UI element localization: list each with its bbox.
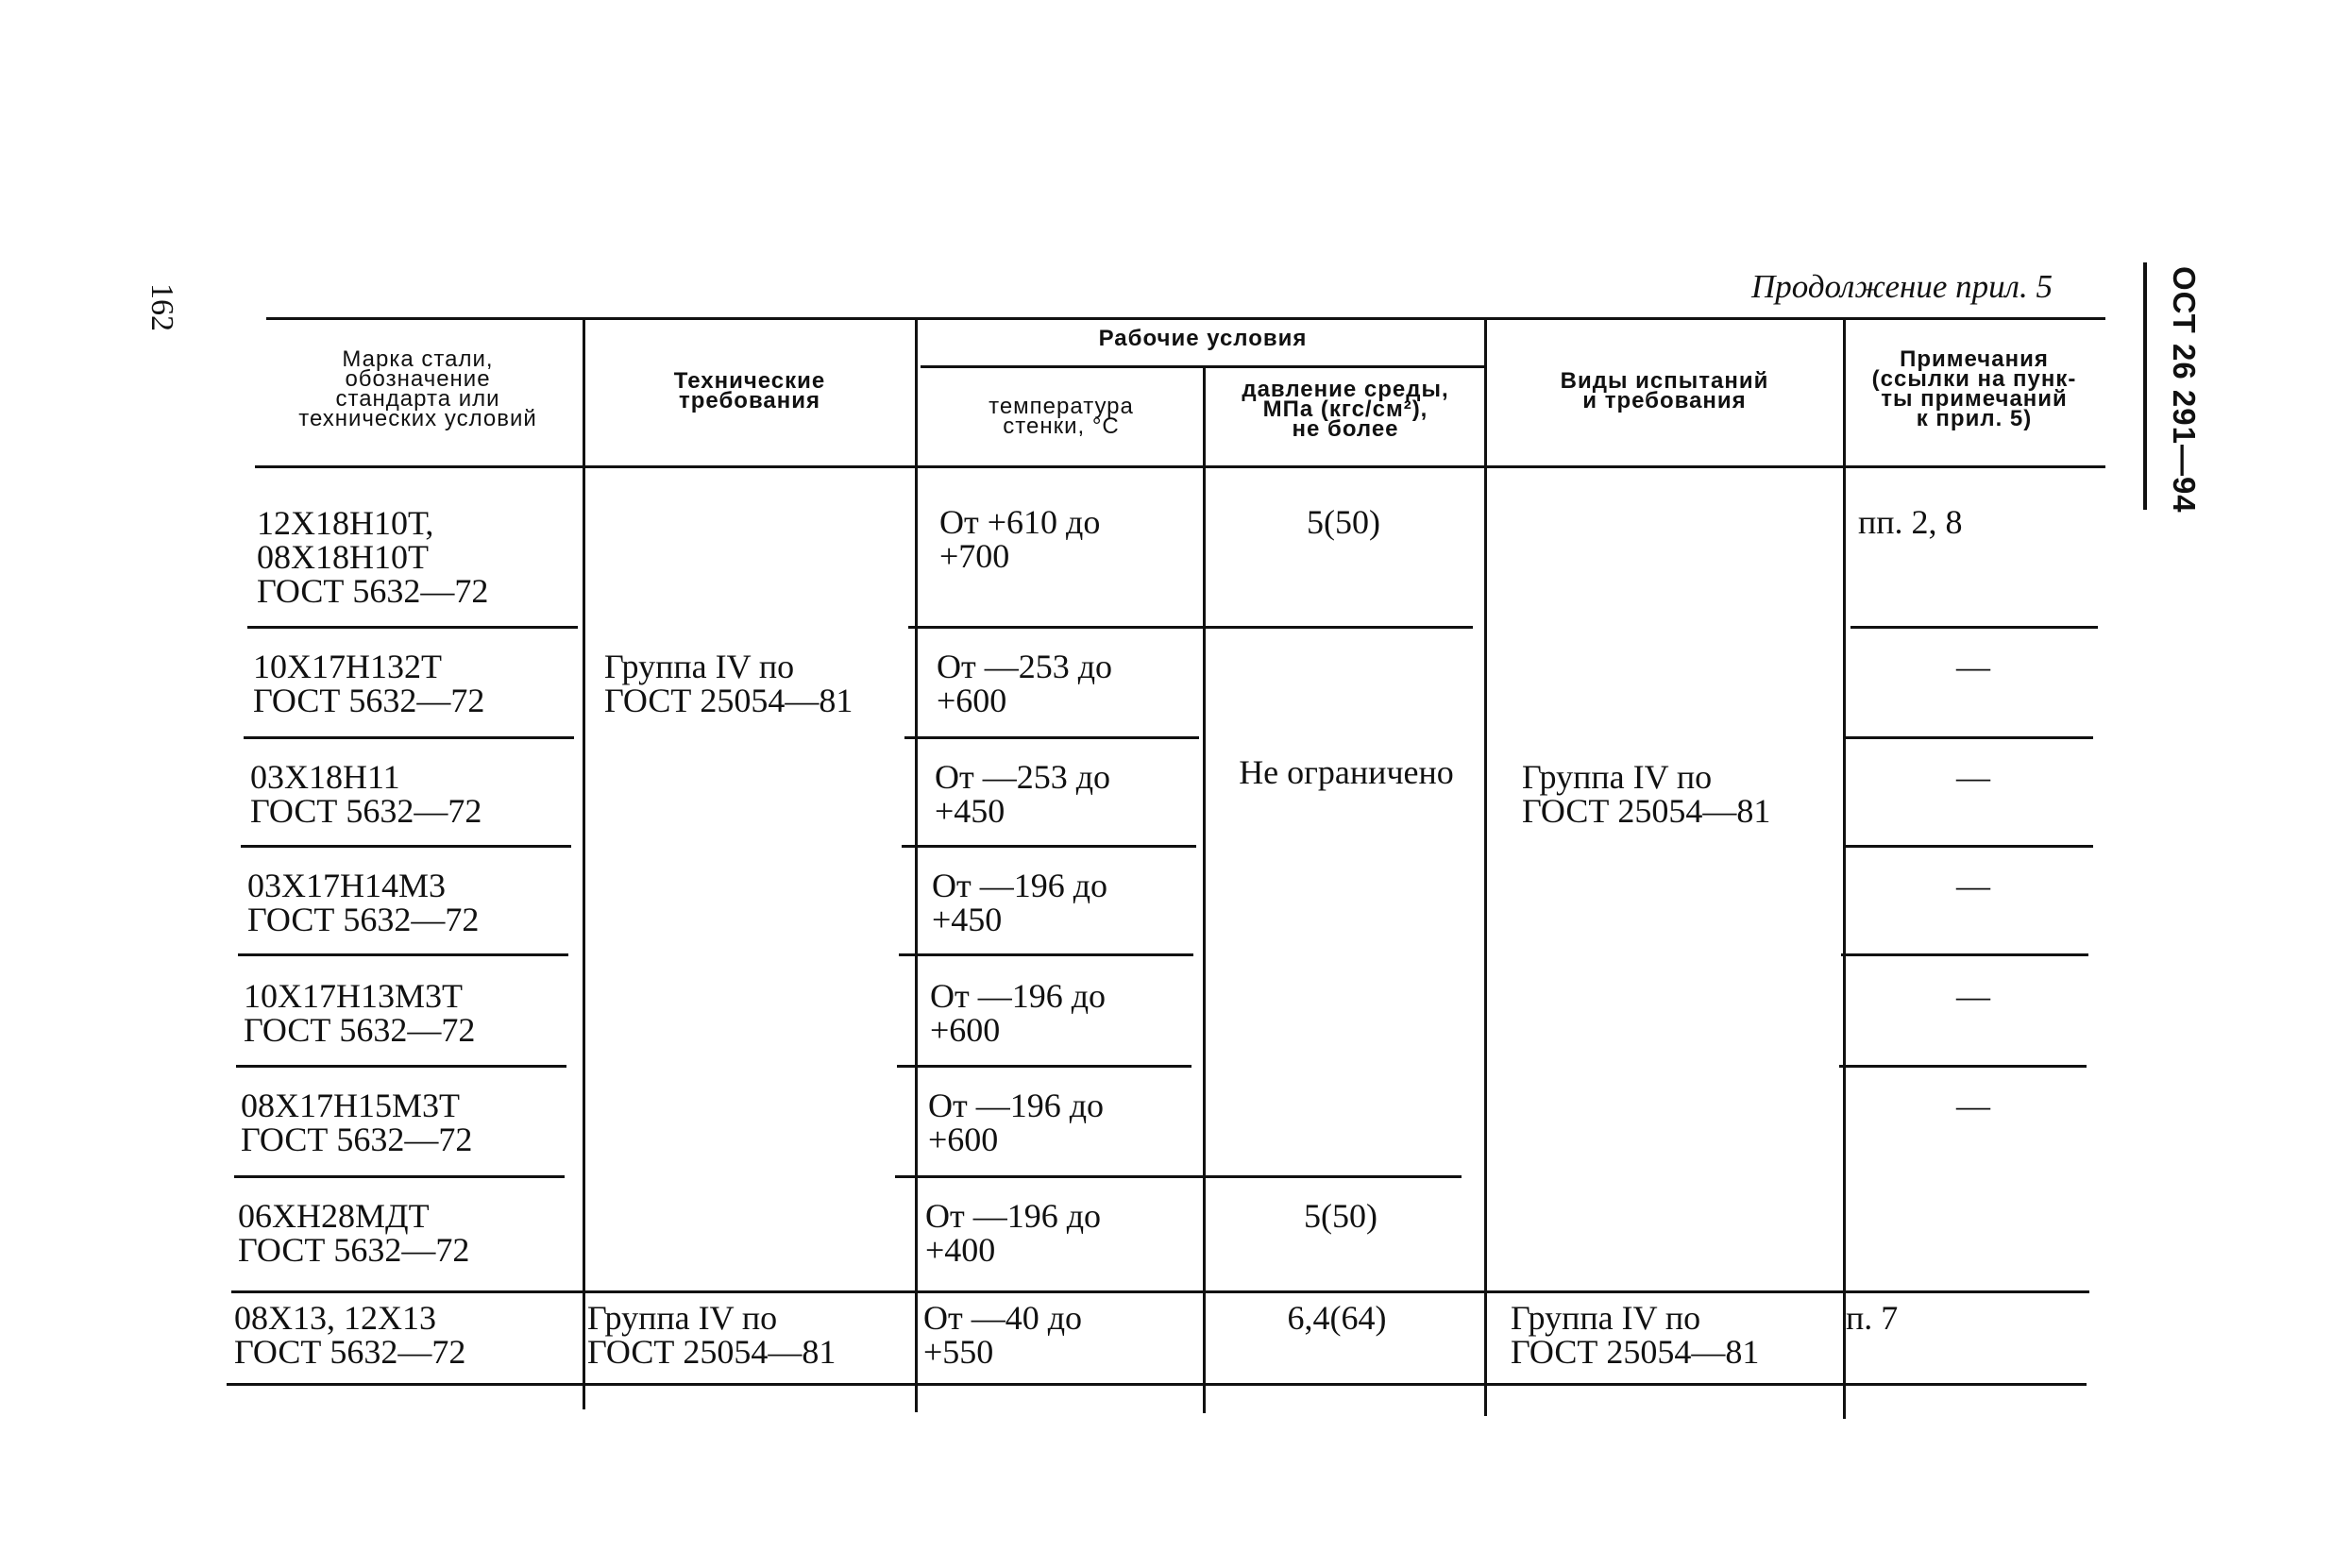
column-rule — [583, 319, 585, 1409]
cell-notes: — — [1956, 758, 1990, 796]
cell-pressure: 6,4(64) — [1287, 1299, 1387, 1337]
cell-technical-requirements: Группа IV по ГОСТ 25054—81 — [587, 1299, 837, 1371]
merged-tests-requirements: Группа IV по ГОСТ 25054—81 — [1522, 758, 1771, 830]
row-rule — [234, 1175, 565, 1178]
cell-notes: — — [1956, 867, 1990, 904]
cell-steel-grade: 03Х17Н14М3 ГОСТ 5632—72 — [247, 867, 480, 938]
cell-temperature: От —40 до +550 — [923, 1299, 1083, 1371]
row-rule — [247, 626, 578, 629]
row-rule — [899, 953, 1193, 956]
cell-steel-grade: 12Х18Н10Т, 08Х18Н10Т ГОСТ 5632—72 — [257, 504, 489, 610]
cell-steel-grade: 08Х13, 12Х13 ГОСТ 5632—72 — [234, 1299, 466, 1371]
header-working-conditions: Рабочие условия — [1098, 326, 1308, 351]
cell-steel-grade: 08Х17Н15М3Т ГОСТ 5632—72 — [241, 1087, 473, 1158]
merged-pressure-unlimited: Не ограничено — [1239, 753, 1454, 791]
row-rule — [1846, 845, 2093, 848]
table-top-rule — [266, 317, 2105, 320]
column-rule — [915, 319, 918, 1412]
row-rule — [904, 736, 1199, 739]
cell-temperature: От —196 до +600 — [928, 1087, 1105, 1158]
row-rule — [241, 845, 571, 848]
row-rule — [902, 845, 1196, 848]
merged-technical-requirements: Группа IV по ГОСТ 25054—81 — [604, 648, 853, 719]
cell-notes: пп. 2, 8 — [1858, 503, 1963, 541]
table-bottom-rule — [227, 1383, 2087, 1386]
column-rule — [1484, 319, 1487, 1416]
cell-temperature: От —253 до +450 — [935, 758, 1111, 830]
header-medium-pressure: давление среды, МПа (кгс/см²), не более — [1242, 377, 1449, 442]
cell-temperature: От —196 до +400 — [925, 1197, 1102, 1269]
cell-steel-grade: 10Х17Н132Т ГОСТ 5632—72 — [253, 648, 485, 719]
row-rule — [1839, 1065, 2087, 1068]
header-bottom-rule — [255, 465, 2105, 468]
cell-temperature: От —196 до +450 — [932, 867, 1108, 938]
row-rule — [895, 1175, 1462, 1178]
cell-notes: — — [1956, 1087, 1990, 1124]
cell-steel-grade: 10Х17Н13М3Т ГОСТ 5632—72 — [244, 977, 476, 1049]
row-rule — [238, 953, 568, 956]
cell-temperature: От —196 до +600 — [930, 977, 1107, 1049]
cell-notes: — — [1956, 648, 1990, 685]
header-notes: Примечания (ссылки на пунк- ты примечаний к прил. 5) — [1871, 346, 2077, 431]
header-tests-requirements: Виды испытаний и требования — [1560, 368, 1769, 413]
header-technical-requirements: Технические требования — [673, 368, 826, 413]
page-number: 162 — [144, 283, 179, 331]
row-rule — [231, 1290, 2089, 1293]
side-code-rule — [2143, 262, 2147, 510]
cell-pressure: 5(50) — [1307, 503, 1380, 541]
cell-steel-grade: 06ХН28МДТ ГОСТ 5632—72 — [238, 1197, 470, 1269]
row-rule — [244, 736, 574, 739]
row-rule — [236, 1065, 566, 1068]
cell-steel-grade: 03Х18Н11 ГОСТ 5632—72 — [250, 758, 482, 830]
header-wall-temperature: температура стенки, °С — [989, 394, 1134, 439]
cell-notes: п. 7 — [1846, 1299, 1899, 1337]
row-rule — [1841, 953, 2088, 956]
row-rule — [1850, 626, 2098, 629]
document-code: ОСТ 26 291—94 — [2167, 266, 2202, 514]
row-rule — [908, 626, 1473, 629]
cell-pressure: 5(50) — [1304, 1197, 1377, 1235]
cell-temperature: От —253 до +600 — [937, 648, 1113, 719]
row-rule — [1846, 736, 2093, 739]
continuation-caption: Продолжение прил. 5 — [1751, 268, 2053, 305]
cell-tests-requirements: Группа IV по ГОСТ 25054—81 — [1511, 1299, 1760, 1371]
header-steel-grade: Марка стали, обозначение стандарта или технических условий — [298, 346, 537, 431]
cell-temperature: От +610 до +700 — [939, 503, 1101, 575]
row-rule — [897, 1065, 1191, 1068]
cell-notes: — — [1956, 977, 1990, 1015]
